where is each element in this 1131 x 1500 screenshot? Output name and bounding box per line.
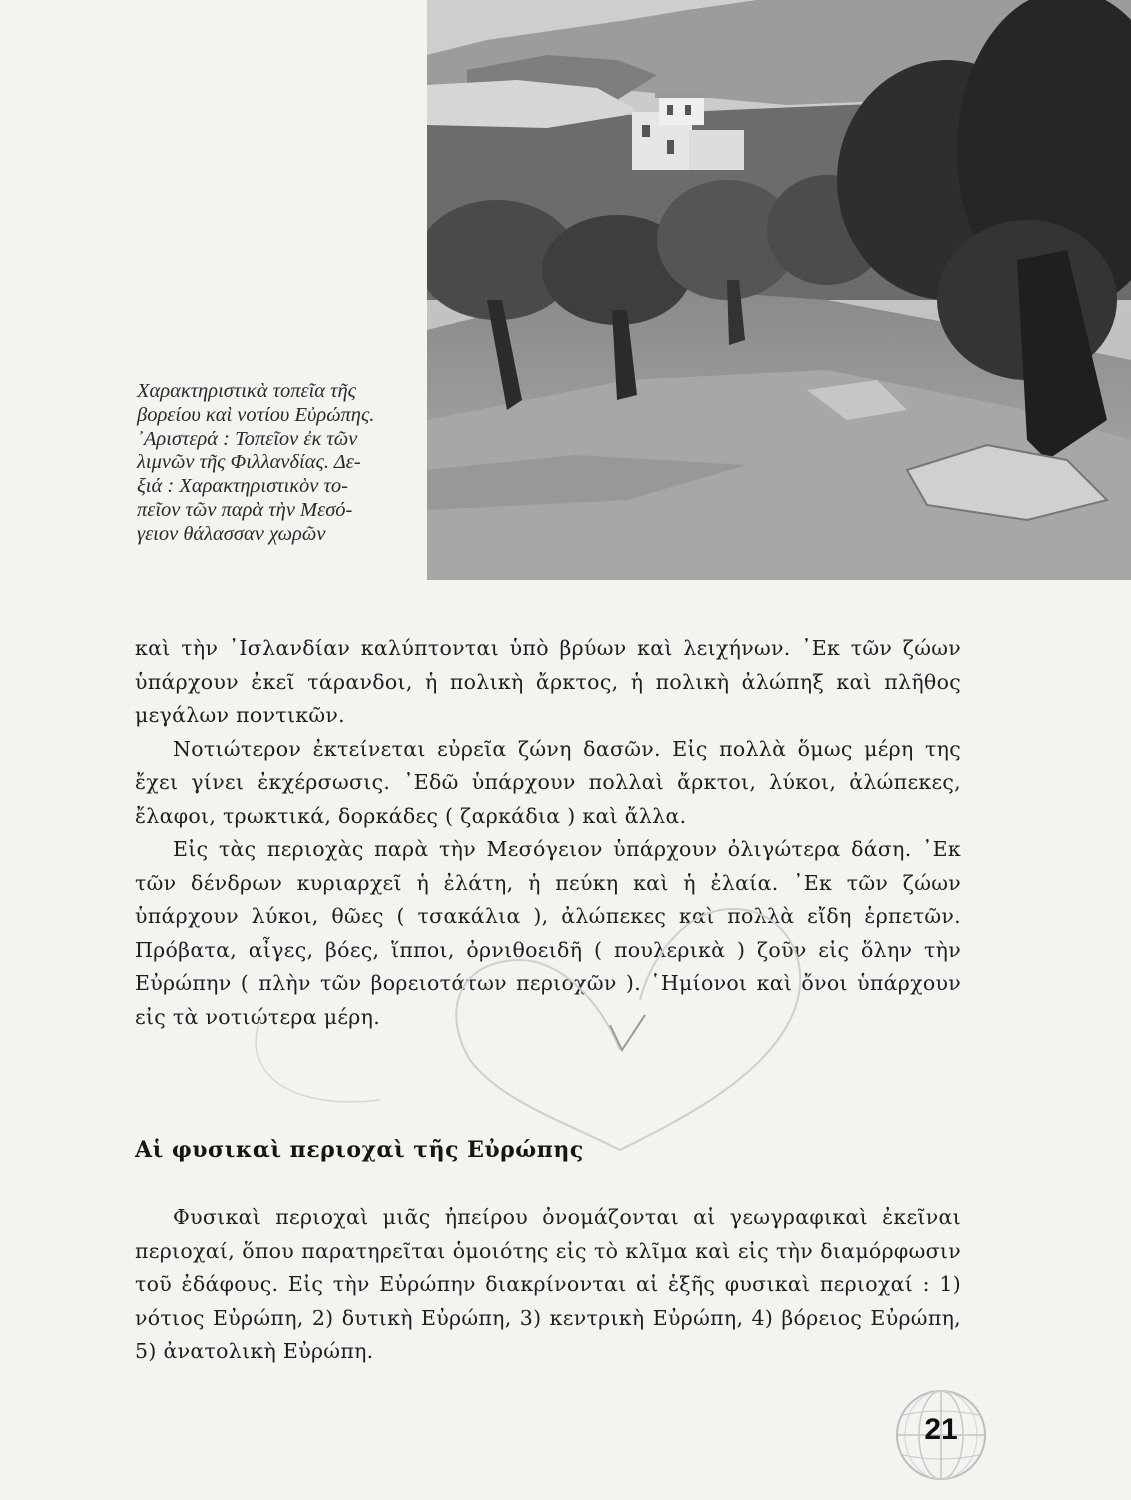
mediterranean-landscape-photo: [427, 0, 1131, 580]
page-number-badge: [893, 1385, 993, 1485]
caption-line: ᾿Αριστερά : Τοπεῖον ἐκ τῶν: [137, 427, 358, 450]
section-body: [135, 1201, 961, 1369]
body-text: [135, 632, 961, 1034]
paragraph: Εἰς τὰς περιοχὰς παρὰ τὴν Μεσόγειον ὑπάρχουν ὀλιγώτερα δάση. ᾿Εκ τῶν δένδρων κυριαρχεῖ ἡ ἐλάτη, ἡ πεύκη καὶ ἡ ἐλαία. ᾿Εκ τῶν ζώων ὑπάρχουν λύκοι, θῶες ( τσακάλια ), ἀλώπεκες καὶ πολλὰ εἴδη ἑρπετῶν. Πρόβατα, αἶγες, βόες, ἵπποι, ὀρνιθοειδῆ ( πουλερικὰ ) ζοῦν εἰς ὅλην τὴν Εὐρώπην ( πλὴν τῶν βορειοτάτων περιοχῶν ). ῾Ημίονοι καὶ ὄνοι ὑπάρχουν εἰς τὰ νοτιώτερα μέρη.: [135, 837, 961, 1029]
paragraph: Νοτιώτερον ἐκτείνεται εὐρεῖα ζώνη δασῶν. Εἰς πολλὰ ὅμως μέρη της ἔχει γίνει ἐκχέρσωσις. ᾿Εδῶ ὑπάρχουν πολλαὶ ἄρκτοι, λύκοι, ἀλώπεκες, ἔλαφοι, τρωκτικά, δορκάδες ( ζαρκάδια ) καὶ ἄλλα.: [135, 736, 961, 828]
caption-line: βορείου καὶ νοτίου Εὐρώπης.: [137, 403, 375, 426]
paragraph: καὶ τὴν ᾿Ισλανδίαν καλύπτονται ὑπὸ βρύων καὶ λειχήνων. ᾿Εκ τῶν ζώων ὑπάρχουν ἐκεῖ τάρανδοι, ἡ πολικὴ ἄρκτος, ἡ πολικὴ ἀλώπηξ καὶ πλῆθος μεγάλων ποντικῶν.: [135, 636, 961, 727]
paragraph: Φυσικαὶ περιοχαὶ μιᾶς ἠπείρου ὀνομάζονται αἱ γεωγραφικαὶ ἐκεῖναι περιοχαί, ὅπου παρατηρεῖται ὁμοιότης εἰς τὸ κλῖμα καὶ εἰς τὴν διαμόρφωσιν τοῦ ἐδάφους. Εἰς τὴν Εὐρώπην διακρίνονται αἱ ἑξῆς φυσικαὶ περιοχαί : 1) νότιος Εὐρώπη, 2) δυτικὴ Εὐρώπη, 3) κεντρικὴ Εὐρώπη, 4) βόρειος Εὐρώπη, 5) ἀνατολικὴ Εὐρώπη.: [135, 1205, 961, 1363]
caption-line: Χαρακτηριστικὰ τοπεῖα τῆς: [137, 380, 356, 402]
caption-line: ξιά : Χαρακτηριστικὸν το-: [137, 475, 348, 498]
caption-line: γειον θάλασσαν χωρῶν: [137, 522, 326, 545]
photo-caption: [137, 380, 429, 547]
section-heading: Αἱ φυσικαὶ περιοχαὶ τῆς Εὐρώπης: [135, 1137, 584, 1163]
page-number: 21: [924, 1413, 958, 1446]
caption-line: πεῖον τῶν παρὰ τὴν Μεσό-: [137, 498, 353, 521]
caption-line: λιμνῶν τῆς Φιλλανδίας. Δε-: [137, 451, 361, 474]
